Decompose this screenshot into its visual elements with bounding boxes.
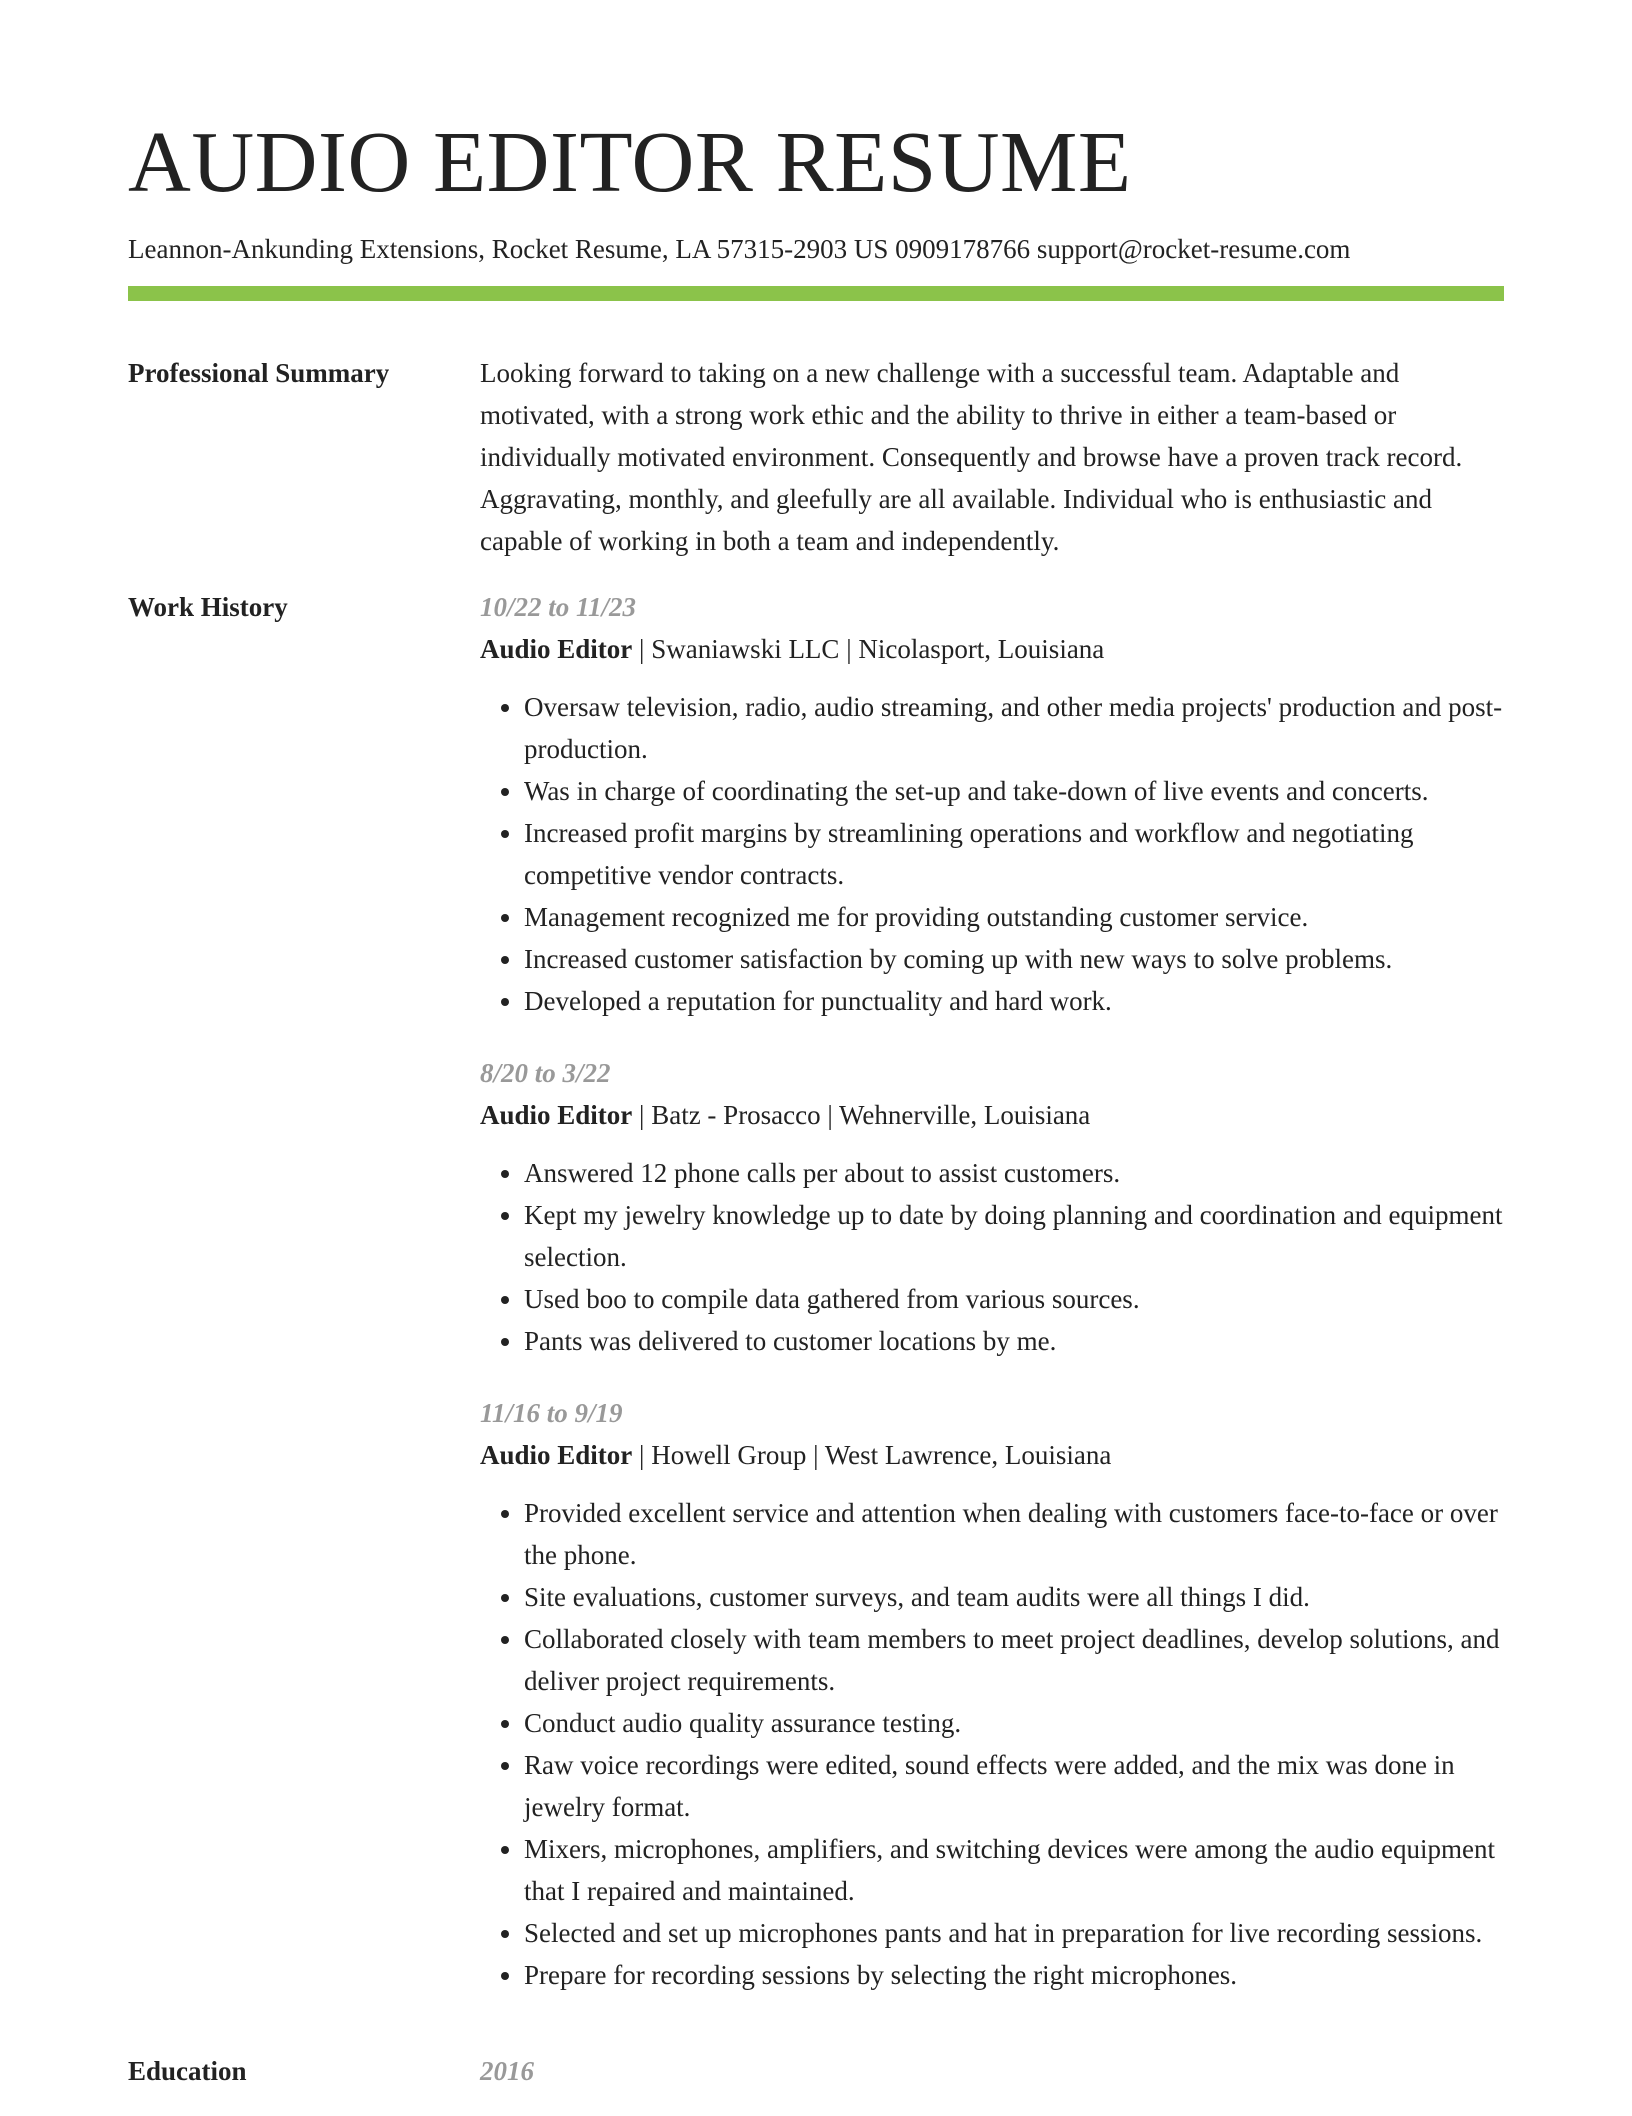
summary-body [480,352,1504,562]
job-company-location: | Swaniawski LLC | Nicolasport, Louisiana [632,634,1105,664]
education-section [128,2050,1504,2092]
job-header-line [480,1094,1504,1136]
list-item: • Prepare for recording sessions by selecting the right microphones. [524,1954,1504,1996]
list-item: • Pants was delivered to customer locations by me. [524,1320,1504,1362]
list-item: • Mixers, microphones, amplifiers, and switching devices were among the audio equipment that I repaired and maintained. [524,1828,1504,1912]
job-dates: 10/22 to 11/23 [480,592,637,622]
summary-text: Looking forward to taking on a new challenge with a successful team. Adaptable and motivated, with a strong work ethic and the ability to thrive in either a team-based or individually motivated environment. Consequently and browse have a proven track record. Aggravating, monthly, and gleefully are all available. Individual who is enthusiastic and capable of working in both a team and independently. [480,358,1463,556]
list-item: • Increased profit margins by streamlining operations and workflow and negotiating competitive vendor contracts. [524,812,1504,896]
resume-content [128,352,1504,2116]
education-body [480,2050,1504,2092]
education-heading: Education [128,2056,247,2086]
job-title: Audio Editor [480,1100,633,1130]
list-item: • Kept my jewelry knowledge up to date by doing planning and coordination and equipment selection. [524,1194,1504,1278]
job-title: Audio Editor [480,634,633,664]
contact-info: Leannon-Ankunding Extensions, Rocket Resume, LA 57315-2903 US 0909178766 support@rocket-resume.com [128,234,1351,264]
job-responsibilities-list [480,686,1504,1022]
job-responsibilities-list [480,1152,1504,1362]
list-item: • Was in charge of coordinating the set-up and take-down of live events and concerts. [524,770,1504,812]
list-item: • Conduct audio quality assurance testing. [524,1702,1504,1744]
education-dates: 2016 [480,2056,534,2086]
job-header-line [480,1434,1504,1476]
list-item: • Used boo to compile data gathered from various sources. [524,1278,1504,1320]
list-item: • Raw voice recordings were edited, sound effects were added, and the mix was done in jewelry format. [524,1744,1504,1828]
list-item: • Increased customer satisfaction by coming up with new ways to solve problems. [524,938,1504,980]
list-item: • Selected and set up microphones pants and hat in preparation for live recording sessions. [524,1912,1504,1954]
job-entry [480,1052,1504,1362]
job-entry [480,1392,1504,1996]
accent-divider [128,286,1504,301]
job-company-location: | Batz - Prosacco | Wehnerville, Louisiana [632,1100,1091,1130]
work-history-section [128,586,1504,2026]
job-dates: 11/16 to 9/19 [480,1398,623,1428]
job-company-location: | Howell Group | West Lawrence, Louisiana [632,1440,1112,1470]
list-item: • Collaborated closely with team members to meet project deadlines, develop solutions, and deliver project requirements. [524,1618,1504,1702]
resume-title: AUDIO EDITOR RESUME [128,113,1132,210]
list-item: • Management recognized me for providing outstanding customer service. [524,896,1504,938]
job-responsibilities-list [480,1492,1504,1996]
job-entry [480,586,1504,1022]
work-history-body [480,586,1504,2026]
list-item: • Provided excellent service and attention when dealing with customers face-to-face or over the phone. [524,1492,1504,1576]
job-dates: 8/20 to 3/22 [480,1058,611,1088]
work-history-heading: Work History [128,592,288,622]
job-title: Audio Editor [480,1440,633,1470]
list-item: • Oversaw television, radio, audio streaming, and other media projects' production and post-production. [524,686,1504,770]
summary-heading: Professional Summary [128,358,390,388]
list-item: • Developed a reputation for punctuality and hard work. [524,980,1504,1022]
list-item: • Site evaluations, customer surveys, and team audits were all things I did. [524,1576,1504,1618]
list-item: • Answered 12 phone calls per about to assist customers. [524,1152,1504,1194]
summary-section [128,352,1504,562]
job-header-line [480,628,1504,670]
